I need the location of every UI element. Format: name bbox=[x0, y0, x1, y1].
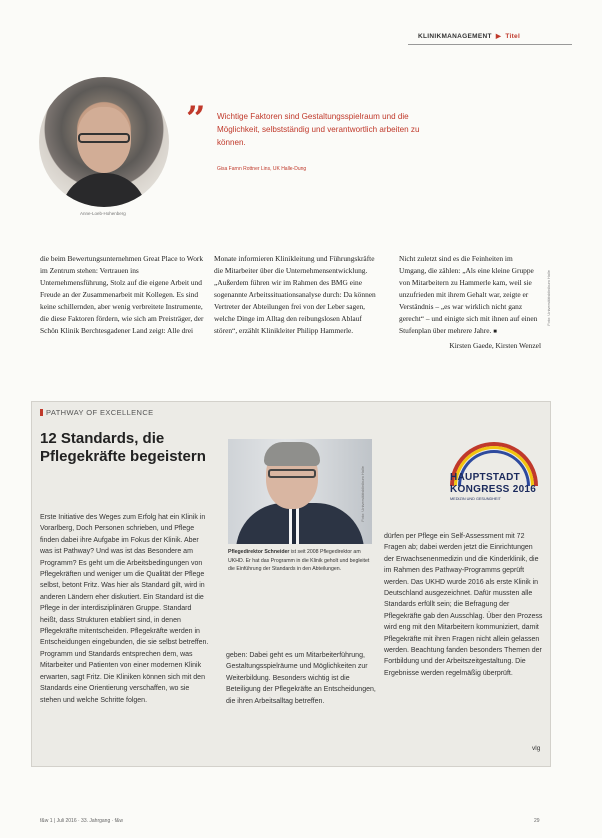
caption-text: ist seit 2008 Pflegedirektor am UKHD. Er hat das Programm in die Klinik geholt und begleitet die Einführung der Standards in den Abteilungen. bbox=[228, 549, 370, 573]
arrow-right-icon: ▶ bbox=[495, 33, 502, 40]
box-label: PATHWAY OF EXCELLENCE bbox=[40, 408, 154, 417]
box-title: 12 Standards, die Pflegekräfte begeistern bbox=[40, 430, 206, 465]
box-column-1 bbox=[40, 512, 210, 706]
box-paragraph: Erste Initiative des Weges zum Erfolg hat ein Klinik in Vorarlberg, Doch Personen schrieben, und Pflege finden dabei ihre Aufgabe im Fokus der Klinik. Aber was ist Pathway? Und was ist das Besondere am Programm? Es geht um die Arbeitsbedingungen von Pflegekräften und weniger um die Qualität der Pflege selbst, betont Fritz. Was hier als Standard gilt, wird in anderen Ländern eher diskutiert. Ein Standard ist die Pflege in der interdisziplinären Gruppe. Standard heißt, dass Strukturen etabliert sind, in denen Pflegekräfte mitentscheiden. Pflegekräfte werden in Entscheidungen eingebunden, die sie selbst betreffen. Programm und Standards entsprechen dem, was Mitarbeiter und Patienten von einer modernen Klinik erwarten, sagt Fritz. Die Kliniken können sich mit den Standards eine Orientierung verschaffen, wo sie stehen und welche Schritte folgen. bbox=[40, 514, 209, 704]
box-photo bbox=[228, 439, 372, 544]
page-footer: f&w 1 | Juli 2016 · 33. Jahrgang · f&w bbox=[40, 818, 124, 824]
article-column-2 bbox=[214, 253, 384, 337]
box-column-3 bbox=[384, 531, 544, 679]
box-paragraph: dürfen per Pflege ein Self-Assessment mit 72 Fragen ab; dabei werden jetzt die Einrichtungen der Erwachsenenmedizin und die Kinderklinik, die im Rahmen des Pathway-Programms geprüft werden. Das UKHD wurde 2016 als erste Klinik in Deutschland ausgezeichnet. Dafür mussten alle Standards erfüllt sein; die Befragung der Pflegekräfte gab den Ausschlag. Über den Prozess wird eng mit den Mitarbeitern kommuniziert, damit Pflegekräfte mit ihren Fragen nicht allein gelassen werden. Beachtung fanden besonders Themen der Fortbildung und der Arbeitszeitgestaltung. Die Ergebnisse werden regelmäßig überprüft. bbox=[384, 533, 543, 677]
article-paragraph: Nicht zuletzt sind es die Feinheiten im Umgang, die zählen: „Als eine kleine Gruppe von Mitarbeitern zu Hammerle kam, weil sie unzufrieden mit ihrem Gehalt war, zeigte er Verständnis – „es war wirklich nicht ganz gerecht“ – und einigte sich mit ihnen auf einen Stufenplan über mehrere Jahre. ■ bbox=[399, 254, 538, 335]
quote-source: Gisa Farnn Rottner Lins, UK Halle-Dung bbox=[217, 166, 307, 172]
article-authors: Kirsten Gaede, Kirsten Wenzel bbox=[449, 341, 541, 350]
section-name: KLINIKMANAGEMENT bbox=[418, 33, 492, 40]
end-mark-icon: ■ bbox=[493, 329, 497, 335]
box-column-2 bbox=[226, 650, 376, 707]
logo-line-1: HAUPTSTADT bbox=[450, 472, 521, 483]
caption-name: Pflegedirektor Schneider bbox=[228, 549, 290, 555]
portrait-photo bbox=[39, 77, 169, 207]
portrait-caption: Anne-Loeb-Hohenberg bbox=[80, 211, 126, 216]
box-photo-caption bbox=[228, 548, 372, 574]
article-column-3 bbox=[399, 253, 541, 352]
article-column-1 bbox=[40, 253, 208, 337]
box-paragraph: geben: Dabei geht es um Mitarbeiterführung, Gestaltungsspielräume und Möglichkeiten zur Weiterbildung. Besonders wichtig ist die Beteiligung der Pflegekräfte an Entscheidungen, die ihren Arbeitsalltag betreffen. bbox=[226, 652, 376, 705]
quote-mark-icon: ” bbox=[186, 99, 206, 139]
logo-line-3: MEDIZIN UND GESUNDHEIT bbox=[450, 497, 501, 501]
header-divider bbox=[408, 44, 572, 45]
box-signature: vlg bbox=[532, 745, 541, 752]
logo-line-2: KONGRESS 2016 bbox=[450, 484, 537, 495]
page-number: 29 bbox=[534, 818, 540, 824]
box-photo-credit: Foto: Universitätsklinikum Halle bbox=[360, 466, 365, 522]
article-paragraph: Monate informieren Klinikleitung und Führungskräfte die Mitarbeiter über die Unternehmensentwicklung. „Außerdem führen wir im Rahmen des BMG eine sogenannte Arbeitssituationsanalyse durch: Da können Vertreter der Abteilungen frei von der Leber sagen, welche Dinge im Alltag den reibungslosen Ablauf stören“, erzählt Klinikleiter Philipp Hammerle. bbox=[214, 254, 376, 335]
section-header bbox=[418, 32, 568, 40]
article-paragraph: die beim Bewertungsunternehmen Great Place to Work im Zentrum stehen: Vertrauen ins Unternehmensführung, Stolz auf die eigene Arbeit und Freude an der Zusammenarbeit mit Kollegen. Es sind keine schillernden, aber wenig verbreitete Instrumente, die diese Faktoren fördern, wie sich am Preisträger, der Schön Klinik Berchtesgadener Land zeigt: Alle drei bbox=[40, 254, 204, 335]
photo-credit: Foto: Universitätsklinikum Halle bbox=[546, 270, 551, 326]
subsection-name: Titel bbox=[505, 33, 521, 40]
pull-quote: Wichtige Faktoren sind Gestaltungsspielraum und die Möglichkeit, selbstständig und verantwortlich arbeiten zu können. bbox=[217, 112, 420, 147]
